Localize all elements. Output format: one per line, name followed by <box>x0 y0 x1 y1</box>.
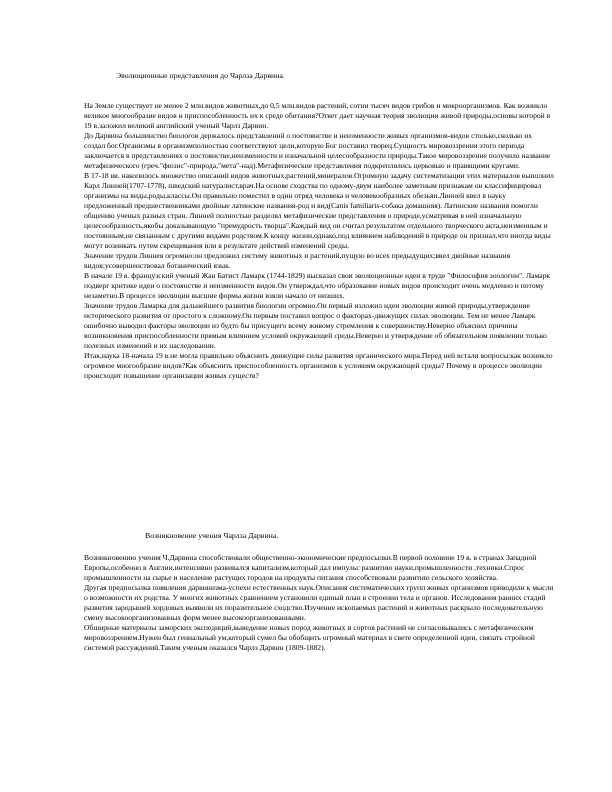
paragraph: До Дарвина большинство биологов держалось представлений о постоянстве и неизменности живых организмов-видов столько,сколько их создал бог.Организмы в организмполностью соответствуют цели,которую Бог поставил творец.Сущность мировоззрения этого периода заключается в представлениях о постоянстве,неизменности и изначальной целесообразности природы.Такое мировоззрение получило название метафизического (греч."фюзис"-природа,"мета"-над).Метафизические представления подкреплялись церковью и правящими кругами. <box>84 131 551 170</box>
section-heading: Возникновение учения Чарлза Дарвина. <box>145 531 279 540</box>
paragraph: В начале 19 в. французский ученый Жан Батист Ламарк (1744-1829) высказал свои эволюционные идеи в труде "Философия зоологии". Ламарк подверг критике идеи о постоянстве и неизменности видов.Он утверждал,что образование новых видов происходит очень медленно и потому незаметно.В процессе эволюции высшие формы жизни взяли начало от низших. <box>84 271 551 300</box>
section-darwin-origin <box>84 553 554 653</box>
paragraph: В 17-18 вв. накопилось множество описаний видов животных,растений,минералов.Огромную задачу систематизации этих материалов выполнил Карл Линней(1707-1778), шведский натуралист,врач.На основе сходства по одному-двум наиболее заметным признакам он классифицировал организмы на виды,роды,классы.Он правильно поместил в один отряд человека и человекообразных обезьян.Линней ввел в науку предложенный предшественниками двойные латинские названия-род и вид(Canis familiaris-собака домашняя). Латинские названия помогли общению ученых разных стран. Линней полностью разделял метафизические представления о природе,усматривая в ней изначальную целесообразность,якобы доказывающую "премудрость творца".Каждый вид он считал результатом отдельного творческого акта,неизменным и постоянным,не связанным с другими видами родством.К концу жизни,однако,под влиянием наблюдений в природе он признал,что иногда виды могут возникать путем скрещивания или в результате действий изменений среды. <box>84 171 554 250</box>
paragraph: Возникновению учения Ч.Дарвина способствовали общественно-экономические предпосылки.В первой половине 19 в. в странах Западной Европы,особенно в Англии,интенсивно развивался капитализм,который дал импульс развитию науки,промышленности ,техники.Спрос промышленности на сырье и население растущих городов на продукты питания способствовали развитию сельского хозяйства. <box>84 553 537 582</box>
page-title: Эволюционные представления до Чарлза Дарвина. <box>116 71 285 80</box>
paragraph: Обширные материалы заморских экспедиций,выведение новых пород животных и сортов растений не согласовывались с метафизическим мировоззрением.Нужен был гениальный ум,который сумел бы обобщить огромный материал в свете определенной идеи, связать стройной системой рассуждений.Таким ученым оказался Чарлз Дарвин (1809-1882). <box>84 623 535 652</box>
paragraph: На Земле существует не менее 2 млн.видов животных,до 0,5 млн.видов растений, сотни тысяч видов грибов и микроорганизмов. Как возникло великое многообразие видов и приспособленность их к среде обитания?Ответ дает научная теория эволюции живой природы,основы которой в 19 в.заложил великий английский ученый Чарлз Дарвин. <box>84 101 551 130</box>
paragraph: Значение трудов Ламарка для дальнейшего развития биологии огромно.Он первый изложил идеи эволюции живой природы,утверждение исторического развития от простого к сложному.Он первым поставил вопрос о факторах-движущих силах эволюции. Тем не менее Ламарк ошибочно выводил факторы эволюции из будто бы присущего всему живому стремления к совершенству.Неверно объяснил причины возникновения приспособленности прямым влиянием условий окружающей среды.Неверно и утверждение об обязательном появлении только полезных изменений и их наследовании. <box>84 301 547 350</box>
paragraph: Итак,наука 18-начала 19 в.не могла правильно объяснить движущие силы развития органического мира.Перед ней встали вопросы:как возникло огромное многообразие видов?Как объяснить приспособленность организмов к условиям окружающей среды? Почему в процессе эволюции происходит повышение организации живых существ? <box>84 351 553 380</box>
paragraph: Другая предпосылка появления дарвинизма-успехи естественных наук.Описания систематических групп живых организмов приводили к мысли о возможности их родства. У многих животных сравнением установили единый план в строении тела и органов. Исследования ранних стадий развития зародышей хордовых выявили их поразительное сходство.Изучение ископаемых растений и животных раскрыло последовательную смену высокоорганизованных форм менее высокоорганизованными. <box>84 583 554 622</box>
paragraph: Значение трудов Линнея огромно:он предложил систему животных и растений,пущую во всех предыдущих;ввел двойные названия видов;усовершенствовал ботанический язык. <box>84 251 511 270</box>
section-pre-darwin <box>84 101 554 381</box>
